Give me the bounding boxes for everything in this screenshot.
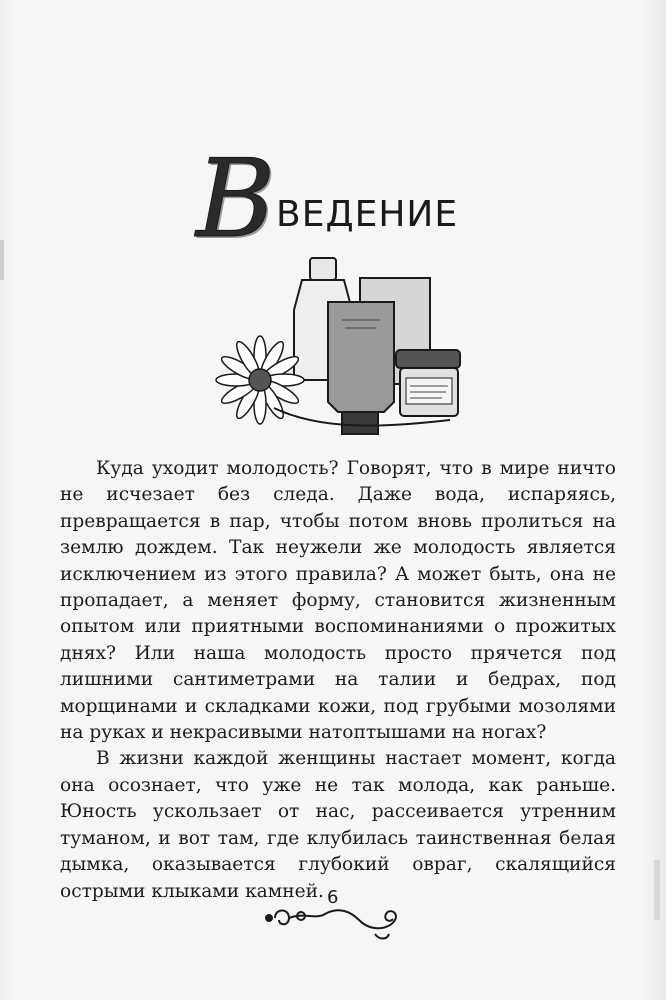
page-number: 6 (327, 887, 339, 908)
page-edge-shadow-right (654, 860, 660, 920)
body-text (60, 456, 616, 905)
paragraph: Куда уходит молодость? Говорят, что в мире ничто не исчезает без следа. Даже вода, испаряясь, превращается в пар, чтобы потом вновь пролиться на землю дождем. Так неужели же молодость является исключением из этого правила? А может быть, она не пропадает, а меняет форму, становится жизненным опытом или приятными воспоминаниями о прожитых днях? Или наша молодость просто прячется под лишними сантиметрами на талии и бедрах, под морщинами и складками кожи, под грубыми мозолями на руках и некрасивыми натоптышами на ногах? (60, 458, 616, 744)
jar-lid (396, 350, 460, 368)
paragraph: В жизни каждой женщины настает момент, когда она осознает, что уже не так молода, как раньше. Юность ускользает от нас, рассеивается утренним туманом, и вот там, где клубилась таинственная белая дымка, оказывается глубокий овраг, скалящийся острыми клыками камней. (60, 748, 616, 902)
chapter-title (196, 137, 496, 262)
cosmetics-illustration (210, 250, 480, 440)
page-edge-shadow (0, 240, 4, 280)
tube-front (328, 302, 394, 412)
bottle-cap (310, 258, 336, 280)
title-initial-letter: В (196, 137, 276, 262)
tube-cap (342, 412, 378, 434)
title-rest: ВЕДЕНИЕ (276, 194, 459, 235)
